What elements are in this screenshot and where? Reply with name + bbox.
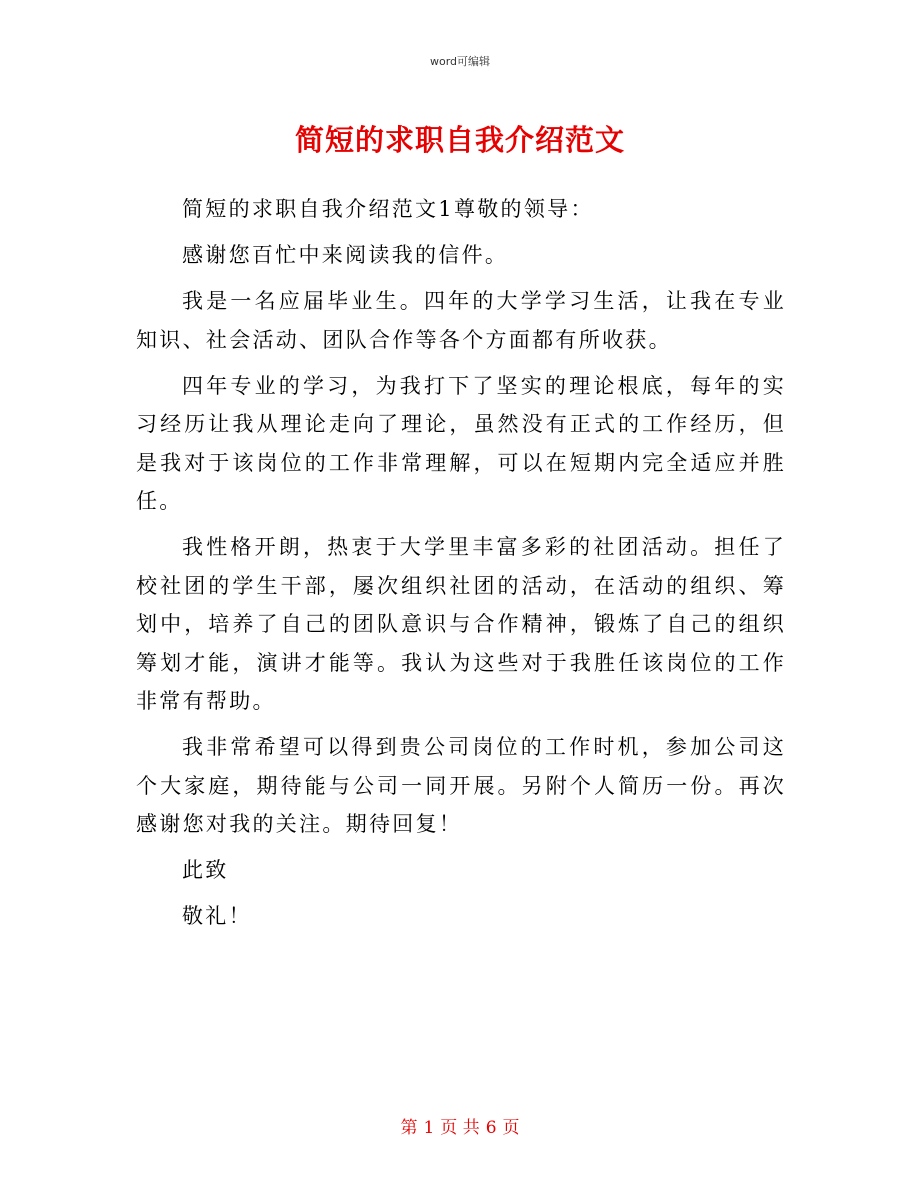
document-title: 简短的求职自我介绍范文 bbox=[294, 123, 625, 157]
paragraph-greeting: 简短的求职自我介绍范文1尊敬的领导： bbox=[182, 197, 594, 221]
paragraph-closing-1: 此致 bbox=[182, 858, 229, 882]
document-body bbox=[136, 190, 786, 943]
page-header: word可编辑 bbox=[429, 55, 491, 68]
paragraph-personality: 我性格开朗，热衷于大学里丰富多彩的社团活动。担任了校社团的学生干部，屡次组织社团的活动，在活动的组织、筹划中，培养了自己的团队意识与合作精神，锻炼了自己的组织筹划才能，演讲才能等。我认为这些对于我胜任该岗位的工作非常有帮助。 bbox=[136, 535, 786, 713]
page-total: 6 bbox=[485, 1118, 497, 1138]
paragraph-study: 四年专业的学习，为我打下了坚实的理论根底，每年的实习经历让我从理论走向了理论，虽然没有正式的工作经历，但是我对于该岗位的工作非常理解，可以在短期内完全适应并胜任。 bbox=[136, 373, 786, 513]
page-number-footer bbox=[0, 1113, 920, 1138]
page-suffix: 页 bbox=[502, 1118, 520, 1138]
paragraph-thanks: 感谢您百忙中来阅读我的信件。 bbox=[182, 243, 509, 267]
page-prefix: 第 bbox=[400, 1118, 418, 1138]
paragraph-hope: 我非常希望可以得到贵公司岗位的工作时机，参加公司这个大家庭，期待能与公司一同开展。另附个人简历一份。再次感谢您对我的关注。期待回复！ bbox=[136, 735, 786, 836]
paragraph-intro: 我是一名应届毕业生。四年的大学学习生活，让我在专业知识、社会活动、团队合作等各个方面都有所收获。 bbox=[136, 289, 786, 352]
page-current: 1 bbox=[423, 1118, 435, 1138]
paragraph-closing-2: 敬礼！ bbox=[182, 904, 252, 928]
page-mid: 页 共 bbox=[440, 1118, 480, 1138]
